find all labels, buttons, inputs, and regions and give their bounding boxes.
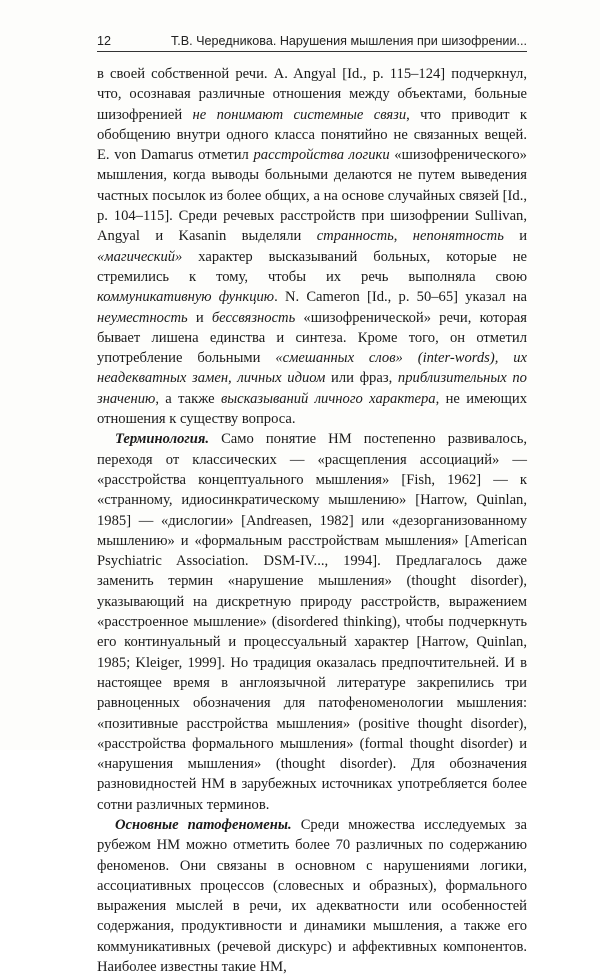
- text-run: характер высказываний больных, которые не стремились к тому, чтобы их речь выполняла свою: [97, 248, 527, 285]
- paragraph-1: [97, 64, 527, 429]
- body-text: [97, 64, 527, 977]
- text-run: Само понятие НМ постепенно развивалось, переходя от классических — «расщепления ассоциаций» — «расстройства концептуального мышления» [Fish, 1962] — к «странному, идиосинкратическому мышлению» [Harrow, Quinlan, 1985] — «дислогии» [Andreasen, 1982] или «дезорганизованному мышлению» и «формальным расстройствам мышления» [American Psychiatric Association. DSM-IV..., 1994]. Предлагалось даже заменить термин «нарушение мышления» (thought disorder), указывающий на дискретную природу расстройств, выражением «расстроенное мышление» (disordered thinking), чтобы подчеркнуть его континуальный и процессуальный характер [Harrow, Quinlan, 1985; Kleiger, 1999]. Но традиция оказалась предпочтительней. И в настоящее время в англоязычной литературе закрепились три равноценных обозначения для патофеноменологии мышления: «позитивные расстройства мышления» (positive thought disorder), «расстройства формального мышления» (formal thought disorder) и «нарушения мышления» (thought disorder). Для обозначения разновидностей НМ в зарубежных источниках употребляется более сотни различных терминов.: [97, 431, 527, 813]
- text-run: или фраз,: [325, 370, 398, 387]
- paragraph-2: [97, 429, 527, 815]
- emphasis: непонятность: [412, 228, 504, 245]
- paragraph-3: [97, 815, 527, 977]
- emphasis: бессвязность: [211, 309, 296, 326]
- section-lead-phenomena: Основные патофеномены.: [115, 816, 292, 833]
- emphasis: «магический»: [97, 248, 183, 265]
- text-run: , что приводит к обобщению внутри одного класса понятийно не связанных вещей. E. von Damarus отметил: [97, 106, 527, 164]
- emphasis: «смешанных слов» (inter-words), их неадекватных замен, личных идиом: [97, 350, 528, 387]
- header-rule: [97, 51, 527, 52]
- text-run: «шизофренического» мышления, когда выводы больными делаются не путем выведения частных посылок из более общих, а на основе случайных связей [Id., p. 104–115]. Среди речевых расстройств при шизофрении Sullivan, Angyal и Kasanin выделяли: [97, 147, 527, 245]
- emphasis: коммуникативную функцию: [97, 289, 275, 306]
- text-run: «шизофренической» речи, которая бывает лишена единства и синтеза. Кроме того, он отметил употребление больными: [97, 309, 527, 367]
- text-run: ,: [393, 228, 413, 245]
- text-run: и: [187, 309, 212, 326]
- emphasis: высказываний личного характера: [220, 390, 436, 407]
- page-number: 12: [97, 34, 112, 48]
- text-run: . N. Cameron [Id., p. 50–65] указал на: [274, 289, 527, 306]
- running-header: [97, 32, 527, 50]
- emphasis: не понимают системные связи: [192, 106, 407, 123]
- emphasis: неуместность: [97, 309, 188, 326]
- emphasis: странность: [316, 228, 394, 245]
- emphasis: приблизительных по значению: [97, 370, 527, 407]
- section-lead-terminology: Терминология.: [115, 431, 210, 448]
- text-run: и: [503, 228, 528, 245]
- running-title: Т.В. Чередникова. Нарушения мышления при шизофрении...: [170, 34, 527, 48]
- text-run: , не имеющих отношения к существу вопроса.: [97, 390, 527, 428]
- text-run: , а также: [155, 390, 221, 407]
- emphasis: расстройства логики: [253, 147, 390, 164]
- text-run: в своей собственной речи. A. Angyal [Id., p. 115–124] подчеркнул, что, осознавая различные отношения между объектами, больные шизофренией: [97, 66, 527, 123]
- text-run: Среди множества исследуемых за рубежом НМ можно отметить более 70 различных по содержанию феноменов. Они связаны в основном с нарушениями логики, ассоциативных процессов (словесных и образных), формального выражения мыслей в речи, их адекватности или особенностей содержания, продуктивности и динамики мышления, а также его коммуникативных (речевой дискурс) и аффективных компонентов. Наиболее известны такие НМ,: [97, 816, 528, 976]
